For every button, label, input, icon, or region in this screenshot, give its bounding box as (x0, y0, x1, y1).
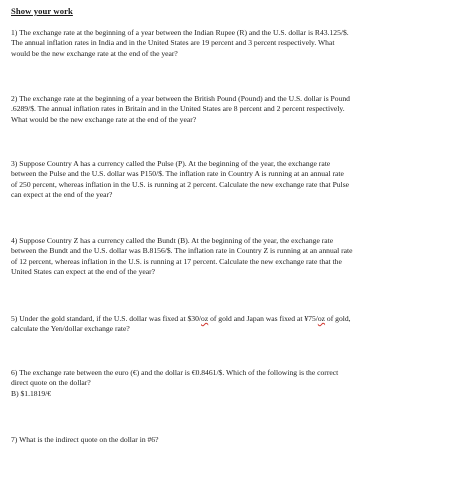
question-5-text-c: of gold, (325, 314, 351, 323)
question-1-line-3: would be the new exchange rate at the end of the year? (11, 48, 178, 58)
question-1-line-2: The annual inflation rates in India and in the United States are 19 percent and 3 percent respectively. What (11, 38, 335, 48)
question-3-line-3: of 250 percent, whereas inflation in the U.S. is running at 2 percent. Calculate the new exchange rate that Pulse (11, 179, 350, 189)
question-4-line-4: United States can expect at the end of the year? (11, 267, 156, 277)
page-heading: Show your work (11, 6, 73, 16)
spellcheck-oz-2: oz (317, 314, 326, 323)
question-5 (11, 314, 453, 335)
question-6-answer: B) $1.1819/€ (11, 388, 52, 398)
question-3-line-1: 3) Suppose Country A has a currency called the Pulse (P). At the beginning of the year, the exchange rate (11, 159, 331, 168)
question-2-line-3: What would be the new exchange rate at the end of the year? (11, 114, 197, 124)
question-6-line-2: direct quote on the dollar? (11, 378, 91, 388)
question-4 (11, 236, 453, 278)
question-5-text-a: 5) Under the gold standard, if the U.S. dollar was fixed at $30/ (11, 314, 202, 323)
question-5-text-b: of gold and Japan was fixed at ¥75/ (208, 314, 318, 323)
question-1 (11, 28, 453, 59)
question-4-line-3: of 12 percent, whereas inflation in the U.S. is running at 17 percent. Calculate the new exchange rate that the (11, 256, 342, 266)
question-1-line-1: 1) The exchange rate at the beginning of a year between the Indian Rupee (R) and the U.S. dollar is R43.125/$. (11, 28, 349, 37)
question-2-line-1: 2) The exchange rate at the beginning of a year between the British Pound (Pound) and the U.S. dollar is Pound (11, 94, 350, 103)
question-7-line-1: 7) What is the indirect quote on the dollar in #6? (11, 435, 159, 444)
question-7 (11, 435, 453, 445)
question-3 (11, 159, 453, 201)
question-6-line-1: 6) The exchange rate between the euro (€) and the dollar is €0.8461/$. Which of the following is the correct (11, 368, 339, 377)
question-2 (11, 94, 453, 125)
spellcheck-oz-1: oz (201, 314, 209, 323)
question-5-line-2: calculate the Yen/dollar exchange rate? (11, 324, 130, 334)
question-5-line-1 (11, 314, 453, 324)
question-3-line-2: between the Pulse and the U.S. dollar was P150/$. The inflation rate in Country A is running at an annual rate (11, 169, 344, 179)
question-2-line-2: .6289/$. The annual inflation rates in Britain and in the United States are 8 percent and 2 percent respectively. (11, 104, 345, 114)
question-4-line-2: between the Bundt and the U.S. dollar was B.8156/$. The inflation rate in Country Z is running at an annual rate (11, 246, 353, 256)
question-6 (11, 368, 453, 399)
question-4-line-1: 4) Suppose Country Z has a currency called the Bundt (B). At the beginning of the year, the exchange rate (11, 236, 334, 245)
question-3-line-4: can expect at the end of the year? (11, 190, 113, 200)
